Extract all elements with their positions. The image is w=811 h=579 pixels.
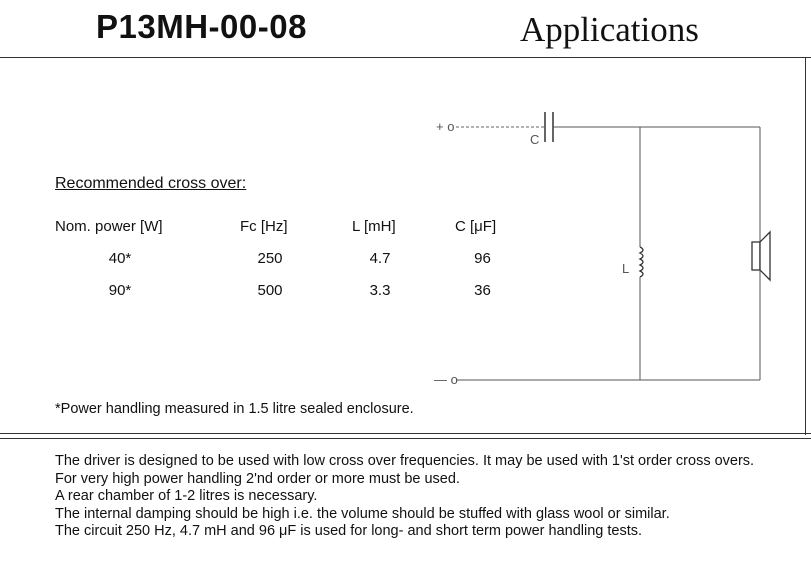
speaker-magnet <box>752 242 760 270</box>
inductor-coil <box>640 247 643 277</box>
speaker-cone-icon <box>760 232 770 280</box>
note-line: A rear chamber of 1-2 litres is necessary. <box>55 488 318 504</box>
plus-terminal-label: + o <box>436 119 455 134</box>
capacitor-label: C <box>530 132 540 147</box>
note-line: The driver is designed to be used with low cross over frequencies. It may be used with 1'st order cross overs. <box>55 453 755 469</box>
inductor-label: L <box>622 261 630 276</box>
minus-terminal-label: — o <box>434 372 458 387</box>
col-header-c: C [μF] <box>455 218 497 235</box>
footnote: *Power handling measured in 1.5 litre sealed enclosure. <box>55 401 414 417</box>
table-cell: 250 <box>257 250 283 267</box>
col-header-power: Nom. power [W] <box>55 218 163 235</box>
table-cell: 36 <box>474 282 491 299</box>
col-header-fc: Fc [Hz] <box>240 218 288 235</box>
table-cell: 3.3 <box>369 282 391 299</box>
note-line: The internal damping should be high i.e. the volume should be stuffed with glass wool or similar. <box>55 505 670 522</box>
col-header-l: L [mH] <box>352 218 396 235</box>
table-cell: 90* <box>108 282 132 299</box>
section-title: Applications <box>520 10 699 49</box>
note-line: For very high power handling 2'nd order or more must be used. <box>55 470 460 487</box>
table-cell: 500 <box>257 282 283 299</box>
application-notes <box>55 453 800 541</box>
note-line: The circuit 250 Hz, 4.7 mH and 96 μF is used for long- and short term power handling tests. <box>55 523 643 539</box>
crossover-heading: Recommended cross over: <box>55 175 247 192</box>
table-cell: 96 <box>474 250 491 267</box>
table-cell: 40* <box>108 250 132 267</box>
model-title: P13MH-00-08 <box>96 8 307 45</box>
table-cell: 4.7 <box>369 250 391 267</box>
